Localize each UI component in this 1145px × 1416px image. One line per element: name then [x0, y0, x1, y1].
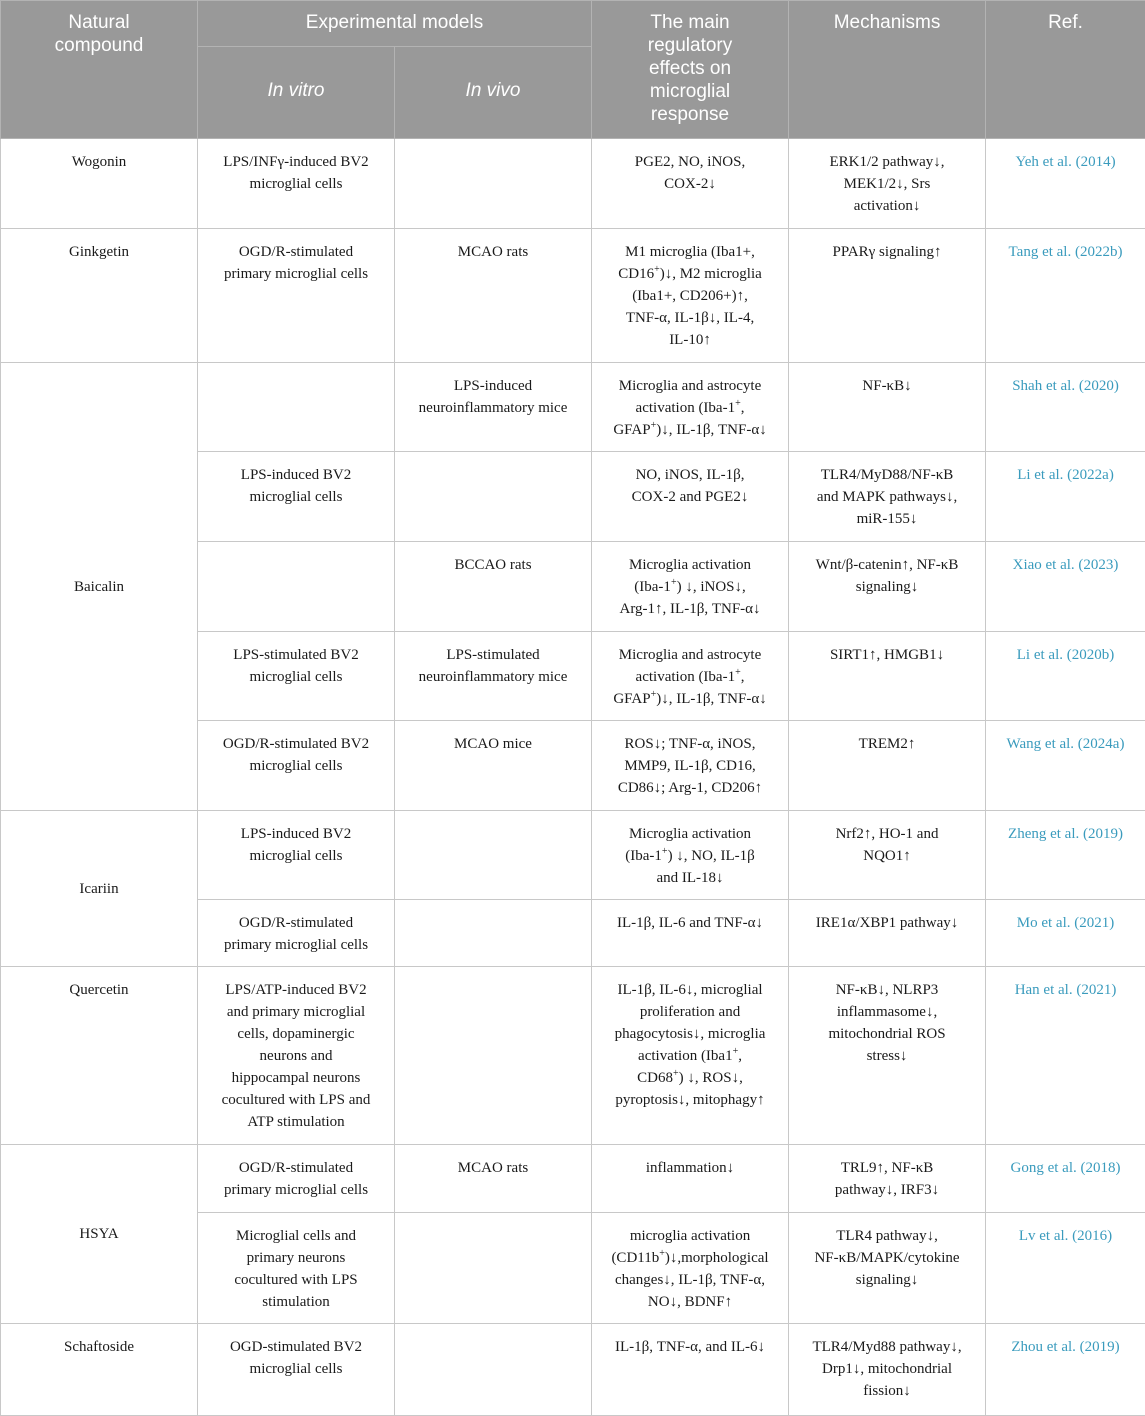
compound-cell: Wogonin [1, 139, 198, 229]
in-vitro-cell: Microglial cells and primary neurons cocultured with LPS stimulation [198, 1213, 395, 1324]
table-row [1, 229, 1145, 363]
mechanisms-cell: TRL9↑, NF-κB pathway↓, IRF3↓ [789, 1145, 986, 1213]
effects-cell: inflammation↓ [592, 1145, 789, 1213]
table-row [1, 363, 1145, 452]
effects-cell: ROS↓; TNF-α, iNOS, MMP9, IL-1β, CD16, CD86↓; Arg-1, CD206↑ [592, 721, 789, 811]
effects-cell: M1 microglia (Iba1+, CD16+)↓, M2 microglia (Iba1+, CD206+)↑, TNF-α, IL-1β↓, IL-4, IL-10↑ [592, 229, 789, 363]
in-vitro-cell: OGD/R-stimulated BV2 microglial cells [198, 721, 395, 811]
ref-link[interactable]: Han et al. (2021) [986, 967, 1145, 1145]
effects-cell: IL-1β, IL-6 and TNF-α↓ [592, 900, 789, 967]
mechanisms-cell: PPARγ signaling↑ [789, 229, 986, 363]
compound-cell: Baicalin [1, 363, 198, 811]
mechanisms-cell: TREM2↑ [789, 721, 986, 811]
in-vitro-cell: OGD-stimulated BV2 microglial cells [198, 1324, 395, 1416]
mechanisms-cell: NF-κB↓ [789, 363, 986, 452]
in-vitro-cell: LPS-induced BV2 microglial cells [198, 452, 395, 542]
in-vitro-cell [198, 363, 395, 452]
compound-cell: Icariin [1, 811, 198, 967]
in-vitro-cell: OGD/R-stimulated primary microglial cells [198, 1145, 395, 1213]
compound-cell: HSYA [1, 1145, 198, 1324]
in-vitro-cell [198, 542, 395, 632]
ref-link[interactable]: Zheng et al. (2019) [986, 811, 1145, 900]
in-vivo-cell: BCCAO rats [395, 542, 592, 632]
header-in-vitro: In vitro [198, 47, 395, 139]
ref-link[interactable]: Tang et al. (2022b) [986, 229, 1145, 363]
table-row [1, 1145, 1145, 1213]
in-vitro-cell: OGD/R-stimulated primary microglial cells [198, 900, 395, 967]
mechanisms-cell: SIRT1↑, HMGB1↓ [789, 632, 986, 721]
ref-link[interactable]: Zhou et al. (2019) [986, 1324, 1145, 1416]
ref-link[interactable]: Xiao et al. (2023) [986, 542, 1145, 632]
effects-cell: IL-1β, TNF-α, and IL-6↓ [592, 1324, 789, 1416]
effects-cell: microglia activation (CD11b+)↓,morphological changes↓, IL-1β, TNF-α, NO↓, BDNF↑ [592, 1213, 789, 1324]
mechanisms-cell: NF-κB↓, NLRP3 inflammasome↓, mitochondrial ROS stress↓ [789, 967, 986, 1145]
mechanisms-cell: Nrf2↑, HO-1 and NQO1↑ [789, 811, 986, 900]
header-mechanisms: Mechanisms [789, 1, 986, 139]
in-vivo-cell [395, 811, 592, 900]
effects-cell: IL-1β, IL-6↓, microglial proliferation and phagocytosis↓, microglia activation (Iba1+, CD68+) ↓, ROS↓, pyroptosis↓, mitophagy↑ [592, 967, 789, 1145]
in-vivo-cell: LPS-stimulated neuroinflammatory mice [395, 632, 592, 721]
ref-link[interactable]: Shah et al. (2020) [986, 363, 1145, 452]
in-vivo-cell [395, 452, 592, 542]
in-vitro-cell: LPS-induced BV2 microglial cells [198, 811, 395, 900]
effects-cell: Microglia and astrocyte activation (Iba-1+, GFAP+)↓, IL-1β, TNF-α↓ [592, 632, 789, 721]
ref-link[interactable]: Gong et al. (2018) [986, 1145, 1145, 1213]
ref-link[interactable]: Li et al. (2022a) [986, 452, 1145, 542]
ref-link[interactable]: Mo et al. (2021) [986, 900, 1145, 967]
in-vivo-cell: MCAO rats [395, 229, 592, 363]
compound-cell: Quercetin [1, 967, 198, 1145]
effects-cell: Microglia and astrocyte activation (Iba-1+, GFAP+)↓, IL-1β, TNF-α↓ [592, 363, 789, 452]
header-in-vivo: In vivo [395, 47, 592, 139]
mechanisms-cell: Wnt/β-catenin↑, NF-κB signaling↓ [789, 542, 986, 632]
effects-cell: PGE2, NO, iNOS, COX-2↓ [592, 139, 789, 229]
in-vitro-cell: LPS-stimulated BV2 microglial cells [198, 632, 395, 721]
ref-link[interactable]: Yeh et al. (2014) [986, 139, 1145, 229]
in-vivo-cell [395, 967, 592, 1145]
in-vitro-cell: LPS/INFγ-induced BV2 microglial cells [198, 139, 395, 229]
in-vivo-cell [395, 1213, 592, 1324]
in-vivo-cell: LPS-induced neuroinflammatory mice [395, 363, 592, 452]
effects-cell: Microglia activation (Iba-1+) ↓, NO, IL-1β and IL-18↓ [592, 811, 789, 900]
in-vivo-cell [395, 1324, 592, 1416]
ref-link[interactable]: Lv et al. (2016) [986, 1213, 1145, 1324]
ref-link[interactable]: Li et al. (2020b) [986, 632, 1145, 721]
in-vivo-cell: MCAO rats [395, 1145, 592, 1213]
table-row [1, 811, 1145, 900]
mechanisms-cell: TLR4/MyD88/NF-κB and MAPK pathways↓, miR-155↓ [789, 452, 986, 542]
header-ref: Ref. [986, 1, 1145, 139]
in-vivo-cell [395, 139, 592, 229]
in-vivo-cell [395, 900, 592, 967]
in-vivo-cell: MCAO mice [395, 721, 592, 811]
header-main-effects: The main regulatory effects on microglial response [592, 1, 789, 139]
compound-cell: Ginkgetin [1, 229, 198, 363]
table-row [1, 139, 1145, 229]
effects-cell: Microglia activation (Iba-1+) ↓, iNOS↓, Arg-1↑, IL-1β, TNF-α↓ [592, 542, 789, 632]
header-experimental-models: Experimental models [198, 1, 592, 47]
mechanisms-cell: ERK1/2 pathway↓, MEK1/2↓, Srs activation↓ [789, 139, 986, 229]
effects-cell: NO, iNOS, IL-1β, COX-2 and PGE2↓ [592, 452, 789, 542]
in-vitro-cell: OGD/R-stimulated primary microglial cells [198, 229, 395, 363]
in-vitro-cell: LPS/ATP-induced BV2 and primary microglial cells, dopaminergic neurons and hippocampal neurons cocultured with LPS and ATP stimulation [198, 967, 395, 1145]
mechanisms-cell: TLR4 pathway↓, NF-κB/MAPK/cytokine signaling↓ [789, 1213, 986, 1324]
compound-cell: Schaftoside [1, 1324, 198, 1416]
table-row [1, 1324, 1145, 1416]
table-row [1, 967, 1145, 1145]
header-natural-compound: Natural compound [1, 1, 198, 139]
ref-link[interactable]: Wang et al. (2024a) [986, 721, 1145, 811]
mechanisms-cell: IRE1α/XBP1 pathway↓ [789, 900, 986, 967]
mechanisms-cell: TLR4/Myd88 pathway↓, Drp1↓, mitochondrial fission↓ [789, 1324, 986, 1416]
